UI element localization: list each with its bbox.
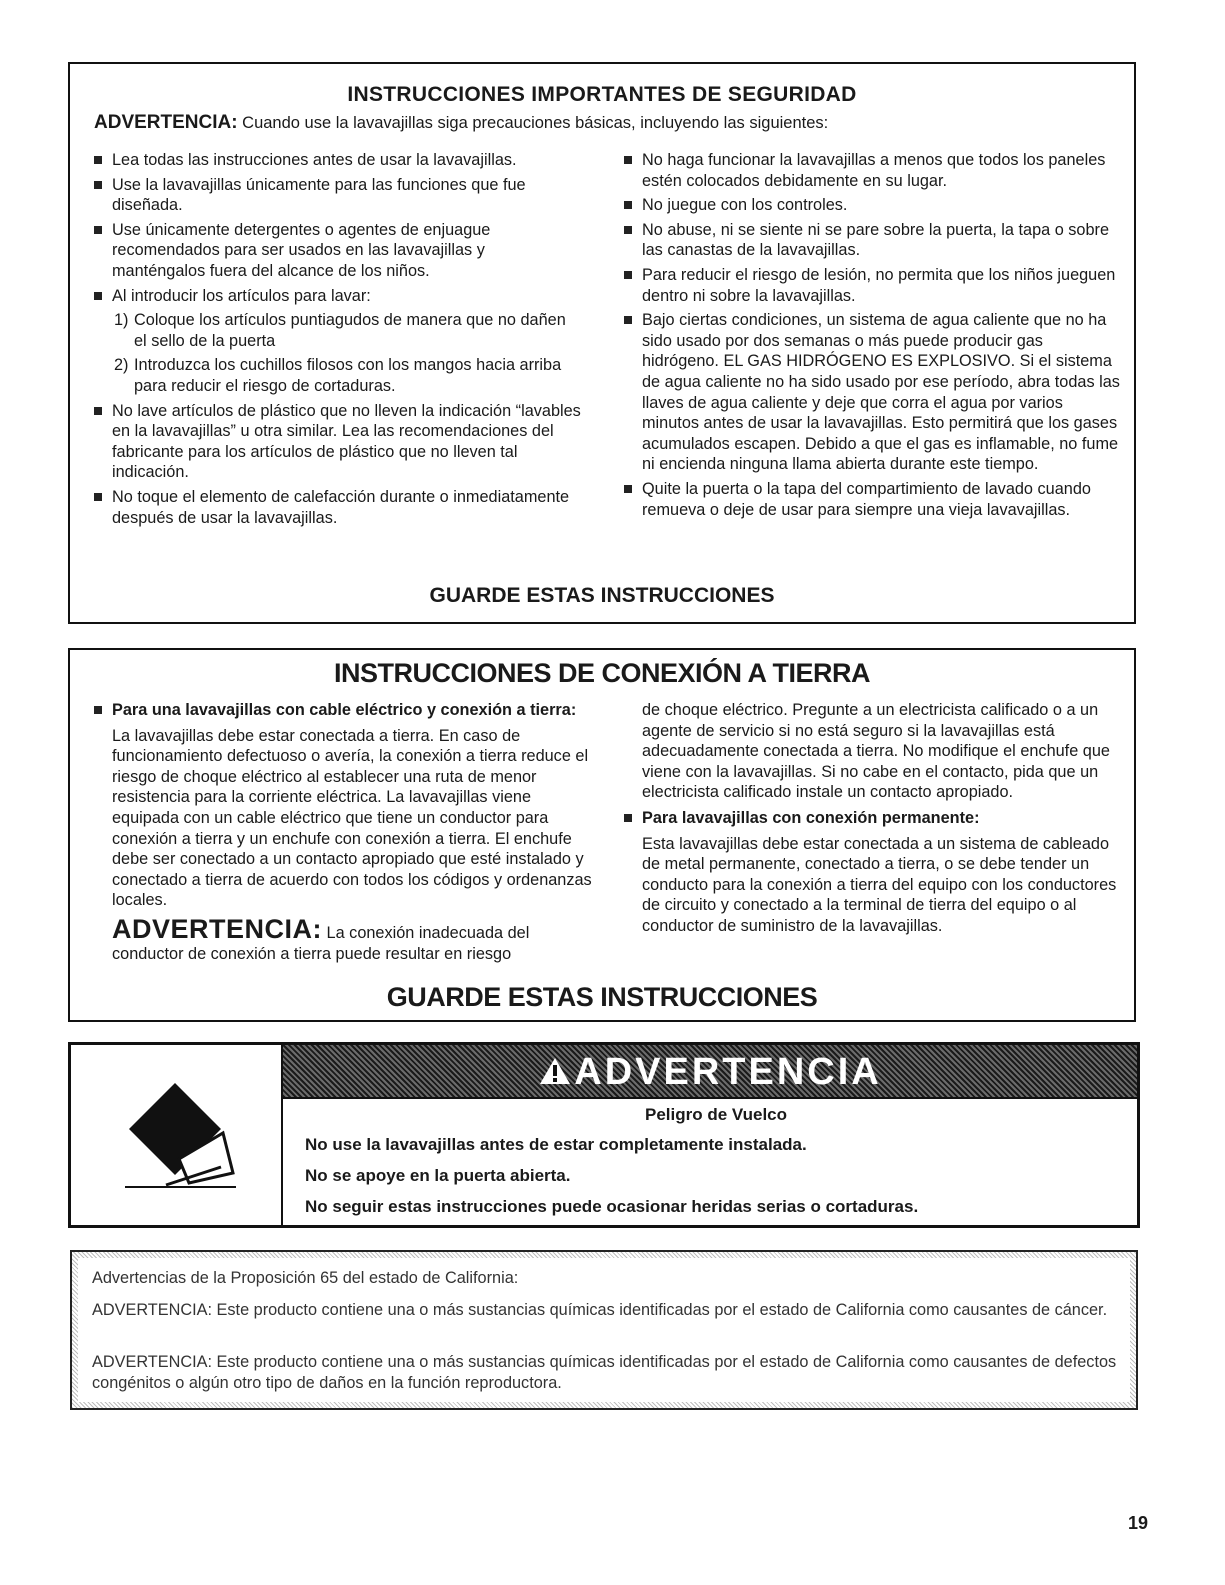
bullet-square-icon (94, 493, 102, 501)
bullet-square-icon (624, 201, 632, 209)
bullet-square-icon (94, 407, 102, 415)
list-item: No lave artículos de plástico que no lleven la indicación “lavables en la lavavajillas” u otra similar. Lea las recomendaciones del fabricante para los artículos de plástico que no lleven tal indicación. (92, 401, 582, 483)
bullet-square-icon (624, 485, 632, 493)
safety-left-column (92, 150, 582, 532)
grounding-warning (92, 913, 592, 964)
bullet-square-icon (624, 316, 632, 324)
list-item: Quite la puerta o la tapa del compartimiento de lavado cuando remueva o deje de usar para siempre una vieja lavavajillas. (622, 479, 1122, 520)
bullet-square-icon (94, 706, 102, 714)
grounding-paragraph-corded: La lavavajillas debe estar conectada a tierra. En caso de funcionamiento defectuoso o avería, la conexión a tierra reduce el riesgo de choque eléctrico al establecer una ruta de menor resistencia para la corriente eléctrica. La lavavajillas viene equipada con un cable eléctrico que tiene un conductor para conexión a tierra y un enchufe con conexión a tierra. El enchufe debe ser conectado a un contacto apropiado que esté instalado y conectado a tierra de acuerdo con todos los códigos y ordenanzas locales. (112, 726, 592, 910)
grounding-paragraph-permanent: Esta lavavajillas debe estar conectada a un sistema de cableado de metal permanente, conectado a tierra, o se debe tender un conducto para la conexión a tierra del equipo con los conductores de circuito y conectado a la terminal de tierra del equipo o al conductor de suministro de la lavavajillas. (642, 834, 1117, 935)
tip-over-warning-box (68, 1042, 1140, 1228)
grounding-heading-permanent: Para lavavajillas con conexión permanente: (622, 808, 1127, 829)
list-item: Use únicamente detergentes o agentes de enjuague recomendados para ser usados en las lavavajillas y manténgalos fuera del alcance de los niños. (92, 220, 582, 282)
grounding-footer: GUARDE ESTAS INSTRUCCIONES (386, 982, 818, 1012)
list-item: Bajo ciertas condiciones, un sistema de agua caliente que no ha sido usado por dos semanas o más puede producir gas hidrógeno. EL GAS HIDRÓGENO ES EXPLOSIVO. Si el sistema de agua caliente no ha sido usado por ese período, abra todas las llaves de agua caliente y deje que corra el agua por varios minutos antes de usar la lavavajillas. Esto permitirá que los gases acumulados escapen. Debido a que el gas es inflamable, no fume ni encienda ninguna llama abierta durante este tiempo. (622, 310, 1122, 475)
page-number: 19 (1128, 1513, 1149, 1533)
grounding-heading-corded: Para una lavavajillas con cable eléctrico y conexión a tierra: (92, 700, 592, 721)
grounding-instructions-box (68, 648, 1136, 1022)
list-item: No haga funcionar la lavavajillas a menos que todos los paneles estén colocados debidamente en su lugar. (622, 150, 1122, 191)
warning-line: No se apoye en la puerta abierta. (305, 1166, 571, 1185)
list-item: Use la lavavajillas únicamente para las funciones que fue diseñada. (92, 175, 582, 216)
bullet-square-icon (94, 226, 102, 234)
bullet-square-icon (94, 181, 102, 189)
warning-line: No seguir estas instrucciones puede ocasionar heridas serias o cortaduras. (305, 1197, 919, 1216)
grounding-warning-text: La conexión inadecuada del conductor de conexión a tierra puede resultar en riesgo (112, 923, 530, 963)
grounding-left-column (92, 700, 592, 964)
numbered-item: 2) Introduzca los cuchillos filosos con los mangos hacia arriba para reducir el riesgo de cortaduras. (114, 356, 562, 395)
grounding-continuation: de choque eléctrico. Pregunte a un electricista calificado o a un agente de servicio si no está seguro si la lavavajillas está adecuadamente conectada a tierra. No modifique el enchufe que viene con la lavavajillas. Si no cabe en el contacto, pida que un electricista calificado instale un contacto apropiado. (642, 701, 1110, 802)
prop65-heading: Advertencias de la Proposición 65 del estado de California: (92, 1269, 519, 1287)
safety-title: INSTRUCCIONES IMPORTANTES DE SEGURIDAD (347, 83, 857, 106)
bullet-square-icon (94, 292, 102, 300)
safety-instructions-box (68, 62, 1136, 624)
bullet-square-icon (94, 156, 102, 164)
list-item: Para reducir el riesgo de lesión, no permita que los niños jueguen dentro ni sobre la lavavajillas. (622, 265, 1122, 306)
list-item: No toque el elemento de calefacción durante o inmediatamente después de usar la lavavajillas. (92, 487, 582, 528)
list-item: No juegue con los controles. (622, 195, 1122, 216)
prop65-paragraph: ADVERTENCIA: Este producto contiene una o más sustancias químicas identificadas por el estado de California como causantes de cáncer. (92, 1301, 1108, 1319)
tip-over-hazard-icon-cell (71, 1045, 283, 1225)
list-item: Lea todas las instrucciones antes de usar la lavavajillas. (92, 150, 582, 171)
safety-warning (94, 112, 1134, 134)
warning-content (305, 1105, 1127, 1228)
bullet-square-icon (624, 156, 632, 164)
safety-right-column (622, 150, 1122, 524)
warning-banner (283, 1045, 1137, 1099)
prop65-paragraph: ADVERTENCIA: Este producto contiene una o más sustancias químicas identificadas por el estado de California como causantes de defectos congénitos o algún otro tipo de daños en la función reproductora. (92, 1353, 1117, 1392)
grounding-title: INSTRUCCIONES DE CONEXIÓN A TIERRA (333, 658, 871, 688)
bullet-square-icon (624, 226, 632, 234)
list-item: Al introducir los artículos para lavar: (92, 286, 582, 307)
bullet-square-icon (624, 271, 632, 279)
tip-over-hazard-icon (71, 1045, 281, 1225)
numbered-item: 1) Coloque los artículos puntiagudos de manera que no dañen el sello de la puerta (114, 311, 566, 350)
prop65-box (70, 1250, 1138, 1410)
warning-line: No use la lavavajillas antes de estar completamente instalada. (305, 1135, 807, 1154)
hazard-title: Peligro de Vuelco (644, 1105, 788, 1124)
bullet-square-icon (624, 814, 632, 822)
prop65-inner (78, 1258, 1130, 1402)
warning-triangle-icon (538, 1056, 572, 1086)
grounding-right-column (622, 700, 1127, 937)
safety-warning-label: ADVERTENCIA: (94, 112, 238, 133)
grounding-warning-label: ADVERTENCIA: (112, 913, 323, 944)
list-item: No abuse, ni se siente ni se pare sobre la puerta, la tapa o sobre las canastas de la lavavajillas. (622, 220, 1122, 261)
safety-footer: GUARDE ESTAS INSTRUCCIONES (429, 584, 775, 607)
warning-banner-text: ADVERTENCIA (283, 1051, 1137, 1094)
safety-warning-text: Cuando use la lavavajillas siga precauciones básicas, incluyendo las siguientes: (237, 114, 829, 132)
